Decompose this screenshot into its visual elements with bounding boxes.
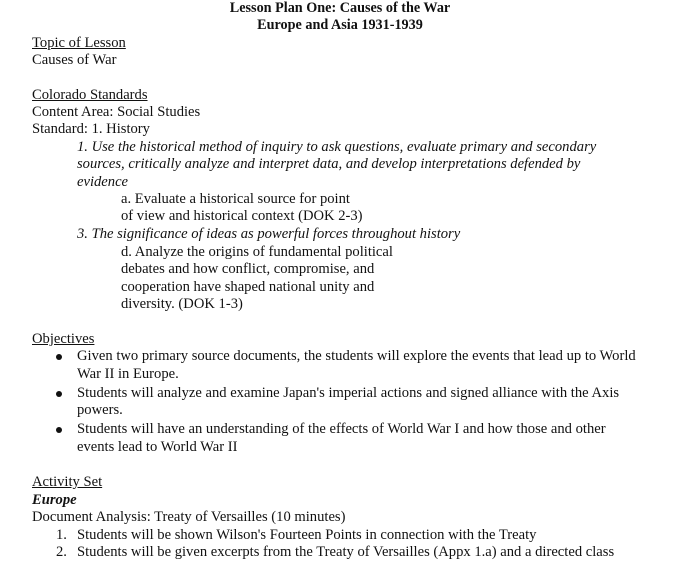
activity-heading: Activity Set	[32, 474, 103, 490]
step-number: 1.	[56, 527, 67, 543]
topic-text: Causes of War	[32, 52, 117, 68]
activity-subheading: Europe	[32, 492, 77, 508]
standard-item-3d-line: d. Analyze the origins of fundamental political	[121, 244, 393, 260]
step-text: Students will be given excerpts from the Treaty of Versailles (Appx 1.a) and a directed class	[77, 544, 615, 560]
step-number: 2.	[56, 544, 67, 560]
bullet-dot-icon	[56, 391, 62, 397]
objective-line: Given two primary source documents, the students will explore the events that lead up to World	[77, 348, 636, 364]
bullet-dot-icon	[56, 427, 62, 433]
objective-line: War II in Europe.	[77, 366, 179, 382]
step-text: Students will be shown Wilson's Fourteen Points in connection with the Treaty	[77, 527, 537, 543]
standard-item-1-line: sources, critically analyze and interpret data, and develop interpretations defended by	[77, 156, 581, 172]
standard-item-3d-line: diversity. (DOK 1-3)	[121, 296, 243, 312]
standard-label: Standard: 1. History	[32, 121, 150, 137]
topic-heading: Topic of Lesson	[32, 35, 126, 51]
objective-line: Students will analyze and examine Japan's imperial actions and signed alliance with the Axis	[77, 385, 620, 401]
standard-item-1a-line: of view and historical context (DOK 2-3)	[121, 208, 363, 224]
objective-line: Students will have an understanding of the effects of World War I and how those and other	[77, 421, 606, 437]
document-subtitle: Europe and Asia 1931-1939	[257, 17, 423, 33]
objectives-heading: Objectives	[32, 331, 95, 347]
objective-line: events lead to World War II	[77, 439, 238, 455]
standard-item-3d-line: cooperation have shaped national unity and	[121, 279, 375, 295]
standards-heading: Colorado Standards	[32, 87, 148, 103]
standard-item-1-line: 1. Use the historical method of inquiry to ask questions, evaluate primary and secondary	[77, 139, 597, 155]
standard-item-1-line: evidence	[77, 174, 129, 190]
content-area: Content Area: Social Studies	[32, 104, 201, 120]
standard-item-3d-line: debates and how conflict, compromise, and	[121, 261, 375, 277]
objective-line: powers.	[77, 402, 123, 418]
document-analysis-title: Document Analysis: Treaty of Versailles (10 minutes)	[32, 509, 346, 525]
standard-item-1a-line: a. Evaluate a historical source for point	[121, 191, 350, 207]
document-title: Lesson Plan One: Causes of the War	[229, 0, 451, 16]
bullet-dot-icon	[56, 354, 62, 360]
standard-item-3: 3. The significance of ideas as powerful forces throughout history	[77, 226, 461, 242]
